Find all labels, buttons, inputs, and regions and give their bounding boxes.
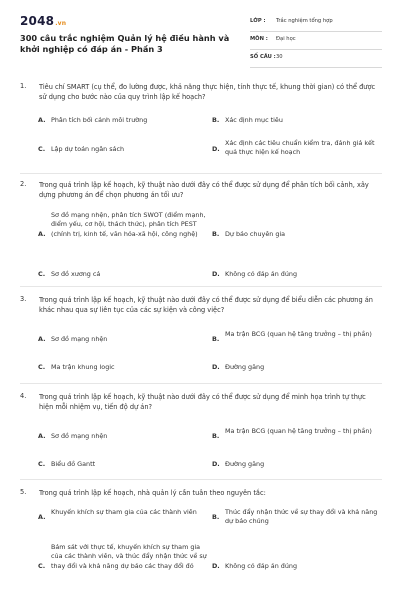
- option-text: Ma trận khung logic: [51, 363, 115, 371]
- option-letter: B.: [212, 335, 220, 343]
- page-title: 300 câu trắc nghiệm Quản lý hệ điều hành và khởi nghiệp có đáp án - Phần 3: [20, 33, 230, 54]
- option-text: Không có đáp án đúng: [225, 562, 298, 570]
- info-row-count: [250, 50, 382, 68]
- option-text: Bám sát với thực tế, khuyến khích sự tham gia của các thành viên, và thúc đẩy nhận thức về sự thay đổi và khả năng dự báo các thay đổi đó: [51, 543, 207, 570]
- option-text: Khuyến khích sự tham gia của các thành viên: [51, 508, 197, 516]
- option-text: Thúc đẩy nhận thức về sự thay đổi và khả năng dự báo chúng: [225, 508, 378, 526]
- option-letter: C.: [38, 562, 46, 570]
- question-number: 3.: [20, 295, 27, 303]
- option-letter: A.: [38, 335, 46, 343]
- option-letter: A.: [38, 432, 46, 440]
- info-row-class: [250, 14, 382, 32]
- option-text: Lập dự toán ngân sách: [51, 145, 125, 153]
- option-text: Xác định các tiêu chuẩn kiểm tra, đánh giá kết quả thực hiện kế hoạch: [225, 139, 375, 157]
- option-letter: D.: [212, 363, 220, 371]
- question-divider: [20, 286, 382, 287]
- site-logo[interactable]: [20, 14, 66, 28]
- option-text: Phân tích bối cảnh môi trường: [51, 116, 148, 124]
- question-text: Trong quá trình lập kế hoạch, kỹ thuật nào dưới đây có thể được sử dụng để minh họa trình tự thực hiện mỗi nhiệm vụ, tiến độ dự án?: [39, 393, 366, 411]
- option-letter: A.: [38, 230, 46, 238]
- option-text: Sơ đồ xương cá: [51, 270, 101, 278]
- option-text: Sơ đồ mạng nhện: [51, 335, 108, 343]
- question-number: 1.: [20, 82, 27, 90]
- info-value: 30: [276, 54, 283, 60]
- option-text: Biểu đồ Gantt: [51, 460, 96, 468]
- option-letter: D.: [212, 460, 220, 468]
- question-divider: [20, 173, 382, 174]
- option-text: Sơ đồ mạng nhện: [51, 432, 108, 440]
- option-letter: B.: [212, 116, 220, 124]
- option-letter: B.: [212, 513, 220, 521]
- option-letter: D.: [212, 270, 220, 278]
- option-text: Không có đáp án đúng: [225, 270, 298, 278]
- info-row-subject: [250, 32, 382, 50]
- option-letter: C.: [38, 270, 46, 278]
- logo-suffix: .vn: [55, 20, 67, 27]
- question-number: 4.: [20, 392, 27, 400]
- option-letter: C.: [38, 145, 46, 153]
- info-value: Trắc nghiệm tổng hợp: [276, 18, 333, 24]
- question-number: 2.: [20, 180, 27, 188]
- option-text: Xác định mục tiêu: [225, 116, 283, 124]
- info-table: [250, 14, 382, 68]
- option-letter: A.: [38, 513, 46, 521]
- info-value: Đại học: [276, 36, 296, 42]
- option-letter: C.: [38, 460, 46, 468]
- info-label: SỐ CÂU :: [250, 54, 276, 60]
- option-text: Ma trận BCG (quan hệ tăng trưởng – thị phần): [225, 427, 372, 435]
- option-letter: D.: [212, 562, 220, 570]
- question-text: Trong quá trình lập kế hoạch, nhà quản lý cần tuân theo nguyên tắc:: [39, 489, 266, 497]
- question-number: 5.: [20, 488, 27, 496]
- option-text: Ma trận BCG (quan hệ tăng trưởng – thị phần): [225, 330, 372, 338]
- option-letter: C.: [38, 363, 46, 371]
- option-text: Sơ đồ mạng nhện, phân tích SWOT (điểm mạnh, điểm yếu, cơ hội, thách thức), phân tích PEST (chính trị, kinh tế, văn hóa-xã hội, công nghệ): [51, 211, 206, 238]
- option-letter: B.: [212, 432, 220, 440]
- option-text: Dự báo chuyên gia: [225, 230, 286, 238]
- option-letter: D.: [212, 145, 220, 153]
- option-text: Đường găng: [225, 363, 265, 371]
- question-divider: [20, 383, 382, 384]
- option-letter: A.: [38, 116, 46, 124]
- info-label: LỚP :: [250, 18, 266, 24]
- option-text: Đường găng: [225, 460, 265, 468]
- info-label: MÔN :: [250, 36, 268, 42]
- question-text: Trong quá trình lập kế hoạch, kỹ thuật nào dưới đây có thể được sử dụng để phân tích bối cảnh, xây dựng phương án để chọn phương án tối ưu?: [39, 181, 369, 199]
- question-divider: [20, 479, 382, 480]
- question-text: Tiêu chí SMART (cụ thể, đo lường được, khả năng thực hiện, tính thực tế, khung thời gian) có thể được sử dụng cho bước nào của quy trình lập kế hoạch?: [39, 83, 376, 101]
- option-letter: B.: [212, 230, 220, 238]
- logo-text: 2048: [20, 14, 55, 28]
- header: [20, 14, 382, 64]
- question-text: Trong quá trình lập kế hoạch, kỹ thuật nào dưới đây có thể được sử dụng để biểu diễn các phương án khác nhau qua sự liên tục của các sự kiện và công việc?: [39, 296, 373, 314]
